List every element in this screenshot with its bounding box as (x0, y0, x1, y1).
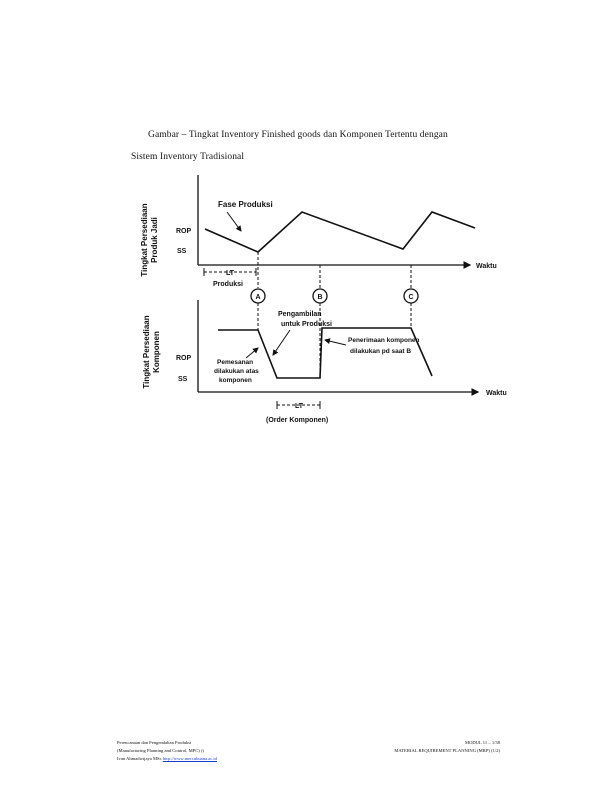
withdrawal-label-1: Pengambilan (278, 311, 322, 318)
bottom-y-label-1: Tingkat Persediaan (142, 315, 151, 389)
caption-line-2: Sistem Inventory Tradisional (131, 152, 245, 162)
order-label-3: komponen (219, 377, 252, 384)
marker-c (404, 289, 418, 303)
marker-b (313, 289, 327, 303)
footer-left-line-1: Perencanaan dan Pengendalian Produksi (117, 740, 192, 745)
marker-a-label: A (255, 294, 261, 301)
marker-b-label: B (317, 294, 323, 301)
marker-c-label: C (408, 294, 414, 301)
top-y-label-2: Produk Jadi (150, 217, 159, 263)
caption-line-1: Gambar – Tingkat Inventory Finished goods dan Komponen Tertentu dengan (148, 130, 448, 140)
footer-link[interactable]: http://www.mercubuana.ac.id (162, 756, 217, 761)
footer-left (117, 739, 217, 763)
withdrawal-arrow (273, 330, 290, 355)
footer-left-line-3 (117, 755, 217, 763)
lt-sub-label: Produksi (213, 281, 243, 288)
top-x-label: Waktu (476, 263, 497, 270)
order-arrow (246, 348, 258, 358)
footer-right-line-2: MATERIAL REQUIREMENT PLANNING (MRP) (1/2) (394, 748, 500, 753)
bottom-x-label: Waktu (486, 390, 507, 397)
marker-a (251, 289, 265, 303)
top-y-label-1: Tingkat Persediaan (140, 203, 149, 277)
footer-right-line-1: MODUL 11 – 1/38 (464, 740, 500, 745)
lt-label: LT (226, 270, 235, 277)
finished-goods-line (205, 212, 475, 252)
top-ss-label: SS (177, 248, 187, 255)
bottom-y-label-2: Komponen (152, 331, 161, 373)
footer-left-line-2: (Manufacturing Planning and Control, MPC) () (117, 748, 205, 753)
production-phase-label: Fase Produksi (218, 200, 273, 209)
finished-goods-panel (140, 175, 497, 288)
receipt-arrow (325, 340, 346, 345)
order-label-2: dilakukan atas (214, 368, 259, 375)
production-phase-arrow (227, 212, 241, 231)
footer-right (394, 739, 500, 755)
withdrawal-label-2: untuk Produksi (281, 321, 332, 328)
footer-author: Ivan Ahmadwijaya MSc (117, 756, 163, 761)
order-label-1: Pemesanan (217, 359, 254, 366)
receipt-label-1: Penerimaan komponen (348, 337, 420, 344)
bottom-rop-label: ROP (176, 355, 192, 362)
bottom-lt-label: LT (295, 403, 304, 410)
bottom-lt-sub-label: (Order Komponen) (266, 417, 329, 424)
receipt-label-2: dilakukan pd saat B (350, 348, 412, 355)
component-panel (142, 300, 507, 424)
bottom-ss-label: SS (178, 376, 188, 383)
top-rop-label: ROP (176, 228, 192, 235)
